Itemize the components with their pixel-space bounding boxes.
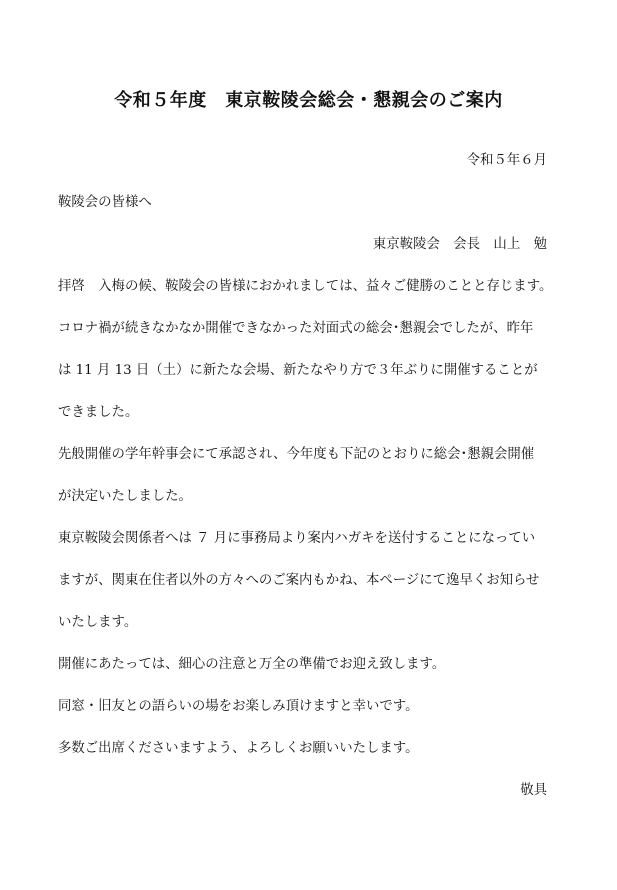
addressee: 鞍陵会の皆様へ	[58, 195, 152, 210]
body-line: 同窓・旧友との語らいの場をお楽しみ頂けますと幸いです。	[58, 699, 419, 714]
sender: 東京鞍陵会 会長 山上 勉	[372, 237, 547, 252]
body-line: コロナ禍が続きなかなか開催できなかった対面式の総会･懇親会でしたが、昨年	[58, 321, 534, 336]
body-line: 先般開催の学年幹事会にて承認され、今年度も下記のとおりに総会･懇親会開催	[58, 447, 535, 462]
body-line: 拝啓 入梅の候、鞍陵会の皆様におかれましては、益々ご健勝のことと存じます。	[58, 279, 553, 294]
body-line: 多数ご出席くださいますよう、よろしくお願いいたします。	[58, 741, 419, 756]
body-line: が決定いたしました。	[58, 489, 192, 504]
body-line: できました。	[58, 405, 139, 420]
body-line: は 11 月 13 日（土）に新たな会場、新たなやり方で３年ぶりに開催することが	[58, 363, 538, 378]
closing: 敬具	[520, 783, 547, 798]
body-line: 東京鞍陵会関係者へは ７ 月に事務局より案内ハガキを送付することになってい	[58, 531, 536, 546]
document-date: 令和５年６月	[466, 153, 547, 168]
body-line: ますが、関東在住者以外の方々へのご案内もかね、本ページにて逸早くお知らせ	[58, 573, 540, 588]
document-title: 令和５年度 東京鞍陵会総会・懇親会のご案内	[114, 90, 503, 111]
body-line: いたします。	[58, 615, 138, 630]
body-line: 開催にあたっては、細心の注意と万全の準備でお迎え致します。	[58, 657, 446, 672]
